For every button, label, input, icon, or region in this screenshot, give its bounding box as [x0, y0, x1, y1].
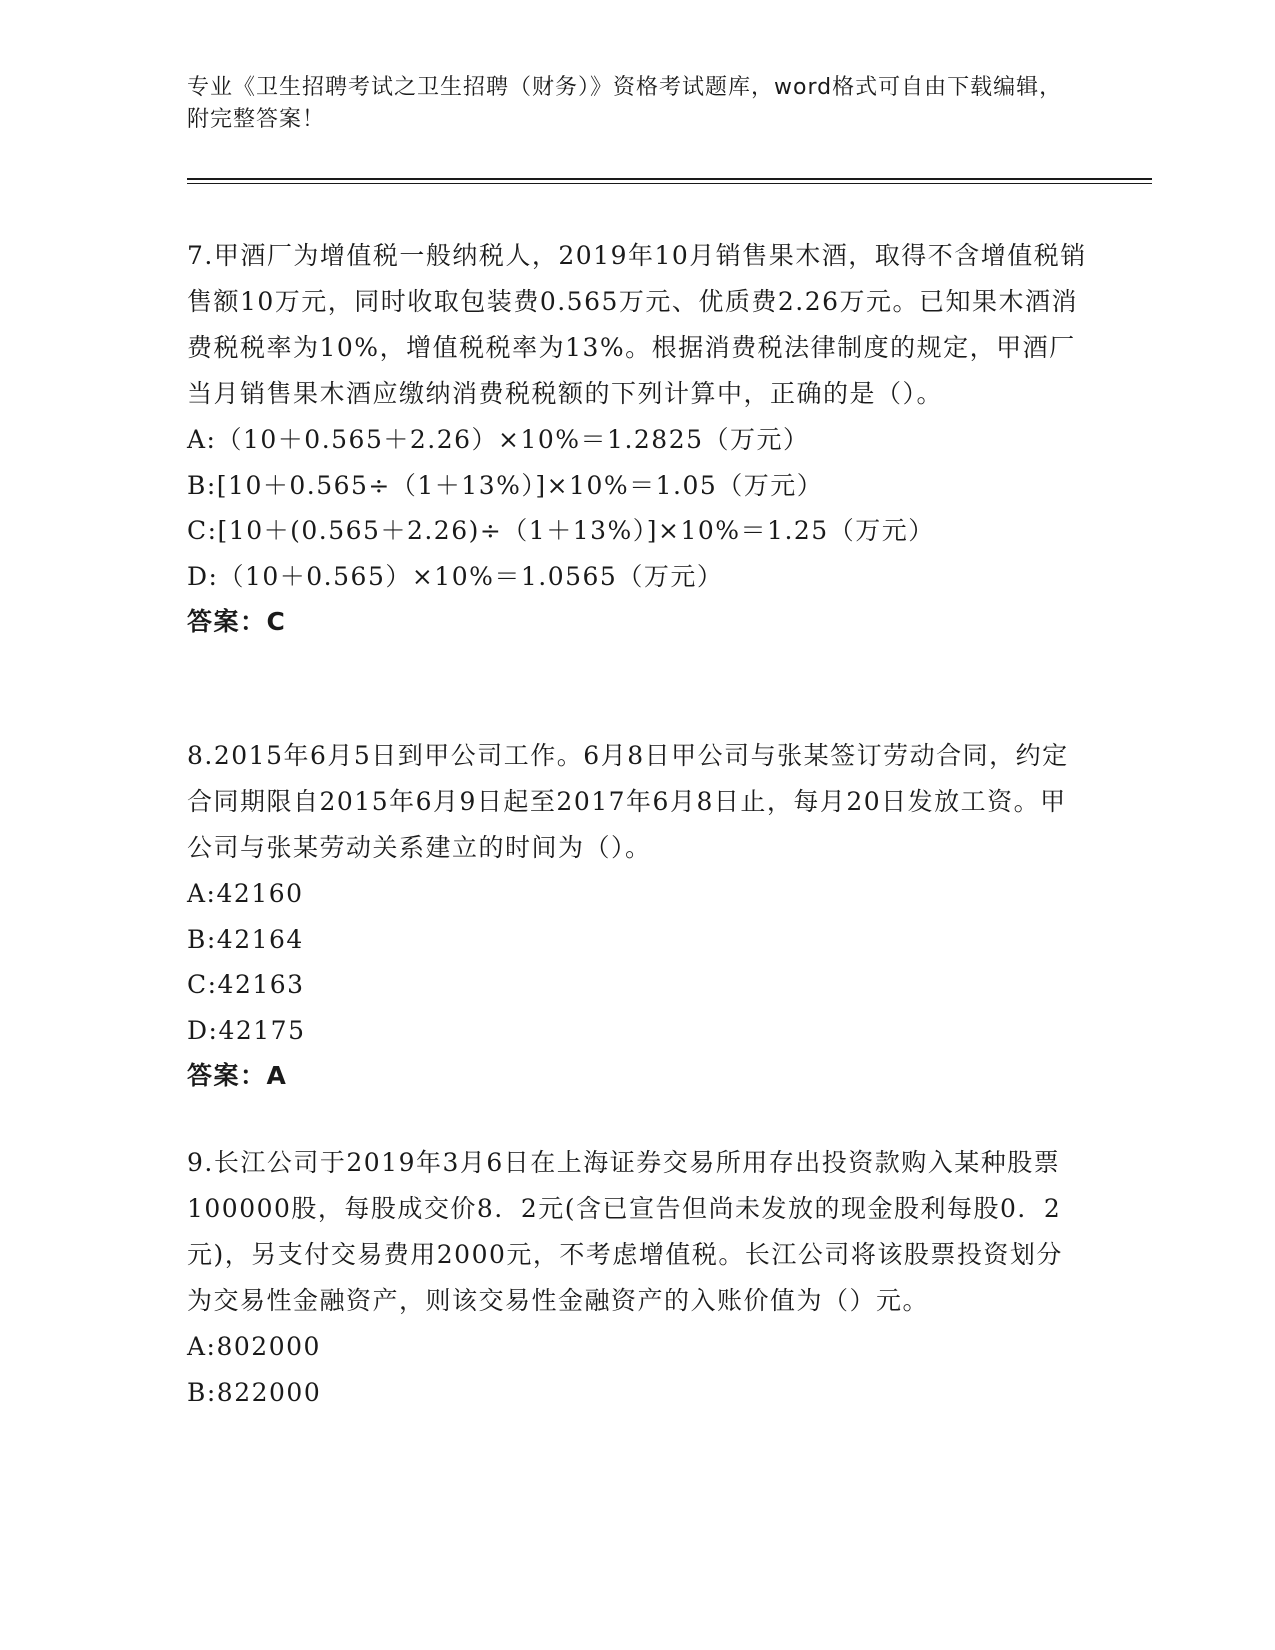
option-a: A:42160 [187, 879, 304, 908]
option-c: C:[10＋(0.565＋2.26)÷（1＋13%）]×10%＝1.25（万元） [187, 516, 935, 545]
option-b: B:[10＋0.565÷（1＋13%）]×10%＝1.05（万元） [187, 470, 824, 500]
option-b: B:822000 [187, 1377, 322, 1407]
question-9 [187, 1140, 1087, 1415]
option-d: D:42175 [187, 1015, 306, 1045]
question-stem: 7.甲酒厂为增值税一般纳税人，2019年10月销售果木酒，取得不含增值税销售额10万元，同时收取包装费0.565万元、优质费2.26万元。已知果木酒消费税税率为10%，增值税税率为13%。根据消费税法律制度的规定，甲酒厂当月销售果木酒应缴纳消费税税额的下列计算中，正确的是（）。 [187, 241, 1087, 408]
option-a: A:802000 [187, 1332, 321, 1361]
answer: 答案：A [187, 1061, 288, 1090]
question-8 [187, 733, 1087, 1099]
question-7 [187, 233, 1087, 645]
option-a: A:（10＋0.565＋2.26）×10%＝1.2825（万元） [187, 425, 810, 454]
header-divider-thick [187, 178, 1152, 180]
document-header: 专业《卫生招聘考试之卫生招聘（财务）》资格考试题库，word格式可自由下载编辑，附完整答案！ [187, 75, 1063, 132]
option-d: D:（10＋0.565）×10%＝1.0565（万元） [187, 561, 724, 591]
option-c: C:42163 [187, 970, 305, 999]
question-stem: 9.长江公司于2019年3月6日在上海证券交易所用存出投资款购入某种股票100000股，每股成交价8．2元(含已宣告但尚未发放的现金股利每股0．2元)，另支付交易费用2000元，不考虑增值税。长江公司将该股票投资划分为交易性金融资产，则该交易性金融资产的入账价值为（）元。 [187, 1148, 1063, 1315]
question-stem: 8.2015年6月5日到甲公司工作。6月8日甲公司与张某签订劳动合同，约定合同期限自2015年6月9日起至2017年6月8日止，每月20日发放工资。甲公司与张某劳动关系建立的时间为（）。 [187, 741, 1069, 862]
answer: 答案：C [187, 607, 287, 636]
header-divider-thin [187, 183, 1152, 184]
option-b: B:42164 [187, 924, 304, 954]
